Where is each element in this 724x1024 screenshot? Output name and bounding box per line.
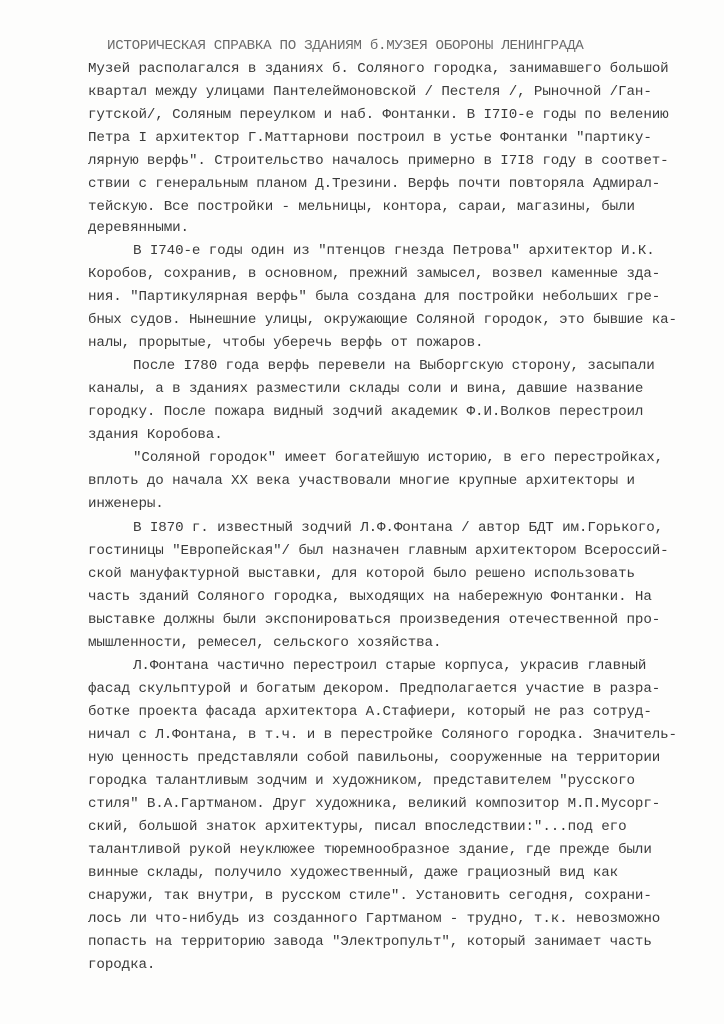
- text-line: В I870 г. известный зодчий Л.Ф.Фонтана / автор БДТ им.Горького,: [133, 520, 664, 536]
- text-line: выставке должны были экспонироваться произведения отечественной про-: [88, 612, 661, 628]
- text-line: городка.: [88, 957, 156, 973]
- text-line: талантливой рукой неуклюжее тюремнообразное здание, где прежде были: [88, 842, 652, 858]
- text-line: гостиницы "Европейская"/ был назначен главным архитектором Всероссий-: [88, 543, 669, 559]
- text-line: фасад скульптурой и богатым декором. Предполагается участие в разра-: [88, 681, 661, 697]
- text-line: инженеры.: [88, 496, 164, 512]
- text-line: "Соляной городок" имеет богатейшую историю, в его перестройках,: [133, 450, 664, 466]
- text-line: Петра I архитектор Г.Маттарнови построил в устье Фонтанки "партику-: [88, 130, 652, 146]
- text-line: ской мануфактурной выставки, для которой было решено использовать: [88, 566, 635, 582]
- text-line: гутской/, Соляным переулком и наб. Фонтанки. В I7I0-е годы по велению: [88, 107, 669, 123]
- document-title: ИСТОРИЧЕСКАЯ СПРАВКА ПО ЗДАНИЯМ б.МУЗЕЯ ОБОРОНЫ ЛЕНИНГРАДА: [107, 38, 584, 54]
- text-line: городку. После пожара видный зодчий академик Ф.И.Волков перестроил: [88, 404, 644, 420]
- text-line: ную ценность представляли собой павильоны, сооруженные на территории: [88, 750, 661, 766]
- text-line: деревянными.: [88, 220, 189, 236]
- text-line: ботке проекта фасада архитектора А.Стафиери, который не раз сотруд-: [88, 704, 652, 720]
- text-line: стиля" В.А.Гартманом. Друг художника, великий композитор М.П.Мусорг-: [88, 796, 661, 812]
- text-line: ничал с Л.Фонтана, в т.ч. и в перестройке Соляного городка. Значитель-: [88, 727, 677, 743]
- text-line: ский, большой знаток архитектуры, писал впоследствии:"...под его: [88, 819, 627, 835]
- text-line: лярную верфь". Строительство началось примерно в I7I8 году в соответ-: [88, 153, 669, 169]
- text-line: налы, прорытые, чтобы уберечь верфь от пожаров.: [88, 335, 484, 351]
- text-line: снаружи, так внутри, в русском стиле". Установить сегодня, сохрани-: [88, 888, 652, 904]
- text-line: часть зданий Соляного городка, выходящих на набережную Фонтанки. На: [88, 589, 652, 605]
- text-line: Музей располагался в зданиях б. Соляного городка, занимавшего большой: [88, 61, 669, 77]
- text-line: вплоть до начала XX века участвовали многие крупные архитекторы и: [88, 473, 635, 489]
- text-line: Л.Фонтана частично перестроил старые корпуса, украсив главный: [133, 658, 647, 674]
- text-line: В I740-е годы один из "птенцов гнезда Петрова" архитектор И.К.: [133, 243, 655, 259]
- text-line: каналы, а в зданиях разместили склады соли и вина, давшие название: [88, 381, 644, 397]
- text-line: квартал между улицами Пантелеймоновской / Пестеля /, Рыночной /Ган-: [88, 84, 652, 100]
- text-line: ствии с генеральным планом Д.Трезини. Верфь почти повторяла Адмирал-: [88, 176, 661, 192]
- text-line: После I780 года верфь перевели на Выборгскую сторону, засыпали: [133, 358, 655, 374]
- text-line: Коробов, сохранив, в основном, прежний замысел, возвел каменные зда-: [88, 266, 661, 282]
- text-line: тейскую. Все постройки - мельницы, контора, сараи, магазины, были: [88, 199, 635, 215]
- text-line: лось ли что-нибудь из созданного Гартманом - трудно, т.к. невозможно: [88, 911, 661, 927]
- text-line: бных судов. Нынешние улицы, окружающие Соляной городок, это бывшие ка-: [88, 312, 677, 328]
- text-line: мышленности, ремесел, сельского хозяйства.: [88, 635, 442, 651]
- text-line: попасть на территорию завода "Электропульт", который занимает часть: [88, 934, 652, 950]
- text-line: ния. "Партикулярная верфь" была создана для постройки небольших гре-: [88, 289, 661, 305]
- text-line: винные склады, получило художественный, даже грациозный вид как: [88, 865, 619, 881]
- text-line: здания Коробова.: [88, 427, 223, 443]
- text-line: городка талантливым зодчим и художником, представителем "русского: [88, 773, 635, 789]
